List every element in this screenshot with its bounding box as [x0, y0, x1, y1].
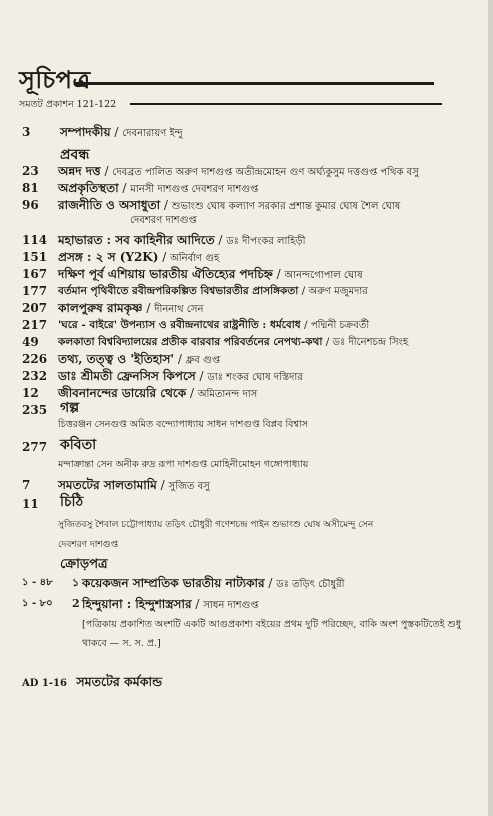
entry-title: সম্পাদকীয় — [60, 125, 111, 139]
entry-title: প্রসঙ্গ : ২ স (Y2K) — [58, 250, 159, 264]
separator: / — [156, 478, 169, 492]
separator: / — [322, 336, 333, 348]
entry-author: ডঃ দীপংকর লাহিড়ী — [226, 236, 306, 247]
separator: / — [158, 250, 171, 264]
entry-title-wrap — [82, 576, 344, 592]
page-number: 177 — [22, 284, 48, 298]
issue-subtitle: সমতট প্রকাশন 121-122 — [19, 99, 117, 110]
section-heading-kabita: কবিতা — [60, 437, 97, 453]
entry-title-wrap — [58, 233, 305, 249]
entry-title: কালপুরুষ রামকৃষ্ণ — [58, 301, 143, 315]
galpa-authors: চিত্তরঞ্জন সেনগুপ্ত অমিত বন্দ্যোপাধ্যায় সাধন দাশগুপ্ত বিপ্লব বিশ্বাস — [58, 419, 308, 430]
entry-title-wrap — [58, 335, 408, 350]
entry-author: দেবশরণ দাশগুপ্ত — [130, 215, 197, 226]
entry-author: শুভাংশু ঘোষ কল্যাণ সরকার প্রশান্ত কুমার ঘোষ শৈল ঘোষ — [171, 201, 401, 212]
entry-title: মহাভারত : সব কাহিনীর আদিতে — [58, 233, 215, 247]
entry-author: অরুণ মজুমদার — [308, 286, 368, 297]
page-number: 23 — [22, 164, 39, 178]
entry-author: সাধন দাশগুপ্ত — [203, 600, 259, 611]
entry-title-wrap — [82, 597, 259, 613]
entry-title: অন্নদ দত্ত — [58, 164, 101, 178]
page-number: 226 — [22, 352, 48, 366]
entry-author: দেবনারায়ণ ইন্দু — [122, 128, 183, 139]
entry-title-wrap — [60, 125, 183, 141]
section-heading-prabandha: প্রবন্ধ — [60, 147, 90, 163]
separator: / — [264, 576, 277, 590]
page-title: সূচিপত্র — [19, 65, 91, 94]
entry-title-wrap — [58, 181, 258, 197]
entry-author: ডঃ তড়িৎ চৌধুরী — [276, 579, 345, 590]
entry-author: দেবব্রত পালিত অরুণ দাশগুপ্ত অতীন্দ্রমোহন গুণ অর্ঘ্যকুসুম দত্তগুপ্ত পথিক বসু — [112, 167, 419, 178]
entry-title-wrap — [130, 212, 197, 228]
page-number: 81 — [22, 181, 39, 195]
entry-title: জীবনানন্দের ডায়েরি থেকে — [58, 386, 187, 400]
separator: / — [300, 319, 311, 331]
entry-author: অমিতানন্দ দাস — [197, 389, 258, 400]
kabita-authors: মন্দাক্রান্তা সেন অনীক রুদ্র রূপা দাশগুপ্ত মোহিনীমোহন গঙ্গোপাধ্যায় — [58, 459, 309, 470]
entry-author: ডঃ দীনেশচন্দ্র সিংহ — [332, 337, 409, 348]
ad-entry — [22, 674, 162, 694]
separator: / — [142, 301, 155, 315]
entry-title: ডাঃ শ্রীমতী ফ্রেনসিস কিপসে — [58, 369, 196, 383]
entry-title-wrap — [58, 478, 210, 494]
page-number: 232 — [22, 369, 48, 383]
entry-title: তথ্য, তত্ত্ব ও 'ইতিহাস' — [58, 352, 175, 366]
page-number: 235 — [22, 403, 48, 417]
separator: / — [118, 181, 131, 195]
title-rule — [74, 82, 434, 85]
page-number: 167 — [22, 267, 48, 281]
chithi-authors-cont: দেবশরণ দাশগুপ্ত — [58, 540, 119, 550]
entry-title: বর্তমান পৃথিবীতে রবীন্দ্রপরিকল্পিত বিশ্বভারতীর প্রাসঙ্গিকতা — [58, 285, 299, 297]
page-range: ১ - ৪৮ — [22, 577, 53, 588]
page-number: 277 — [22, 440, 48, 454]
entry-author: দীননাথ সেন — [154, 304, 204, 315]
separator: / — [214, 233, 227, 247]
entry-title-wrap — [58, 301, 203, 317]
subtitle-rule — [130, 103, 442, 105]
supplement-index: ১ — [72, 576, 80, 589]
entry-title-wrap — [58, 318, 369, 333]
page-number: 7 — [22, 478, 31, 492]
entry-title-wrap — [58, 352, 220, 368]
entry-title: হিন্দুয়ানা : হিন্দুশাস্ত্রসার — [82, 597, 192, 611]
section-heading-galpa: গল্প — [60, 400, 80, 416]
page-number: 114 — [22, 233, 48, 247]
page-number: 12 — [22, 386, 39, 400]
supplement-index: 2 — [72, 597, 80, 610]
entry-title: কয়েকজন সাম্প্রতিক ভারতীয় নাট্যকার — [82, 576, 265, 590]
separator: / — [160, 198, 172, 212]
page-number: 151 — [22, 250, 48, 264]
separator: / — [191, 597, 204, 611]
page-number: 96 — [22, 198, 39, 212]
section-heading-chithi: চিঠি — [60, 494, 84, 510]
separator: / — [186, 386, 198, 400]
page-number: 3 — [22, 125, 31, 139]
section-heading-krorpatra: ক্রোড়পত্র — [60, 557, 108, 572]
entry-title-wrap — [58, 198, 400, 214]
entry-author: ডাঃ শংকর ঘোষ দস্তিদার — [207, 372, 303, 383]
separator: / — [298, 285, 309, 297]
editor-note: [পত্রিকায় প্রকাশিত অংশটি একটি আগুপ্রকাশ্য বইয়ের প্রথম দুটি পরিচ্ছেদ, বাকি অংশ পুস্তকটিতেই শুধু থাকবে — স. স. প্র.] — [82, 619, 462, 649]
separator: / — [195, 369, 208, 383]
page-number: 207 — [22, 301, 48, 315]
entry-author: অনির্বাণ গুহ — [170, 253, 220, 264]
entry-author: ধ্রুব গুপ্ত — [185, 355, 221, 366]
entry-title-wrap — [58, 267, 363, 283]
entry-title: সমতটের সালতামামি — [58, 478, 157, 492]
ad-page-range: AD 1-16 — [22, 678, 67, 689]
entry-title: 'ঘরে - বাইরে' উপন্যাস ও রবীন্দ্রনাথের রাষ্ট্রনীতি : ধর্মবোধ — [58, 319, 301, 331]
entry-author: সুজিত বসু — [168, 481, 210, 492]
entry-title: রাজনীতি ও অসাধুতা — [58, 198, 161, 212]
page-range: ১ - ৮০ — [22, 598, 53, 609]
separator: / — [272, 267, 285, 281]
entry-title-wrap — [58, 369, 303, 385]
page-number: 49 — [22, 335, 39, 349]
entry-author: মানসী দাশগুপ্ত দেবশরণ দাশগুপ্ত — [130, 184, 259, 195]
entry-title-wrap — [58, 250, 219, 266]
entry-title: অপ্রকৃতিস্থতা — [58, 181, 119, 195]
entry-title-wrap — [58, 386, 257, 402]
entry-title-wrap — [58, 164, 419, 180]
separator: / — [110, 125, 123, 139]
page-number: 217 — [22, 318, 48, 332]
entry-title: কলকাতা বিশ্ববিদ্যালয়ের প্রতীক বারবার পরিবর্তনের নেপথ্য-কথা — [58, 336, 323, 348]
entry-title-wrap — [58, 284, 368, 299]
entry-title: দক্ষিণ পূর্ব এশিয়ায় ভারতীয় ঐতিহ্যের পদচিহ্ন — [58, 267, 273, 281]
entry-author: পদ্মিনী চক্রবর্তী — [310, 320, 370, 331]
separator: / — [174, 352, 186, 366]
chithi-authors: সুজিতবসু শৈবাল চট্টোপাধ্যায় তড়িৎ চৌধুরী গণেশচন্দ্র পাইন শুভাংশু ঘোষ অসীমেন্দু সেন — [58, 520, 374, 530]
page-edge — [488, 0, 493, 816]
page-number: 11 — [22, 497, 39, 511]
entry-author: আনন্দগোপাল ঘোষ — [284, 270, 363, 281]
separator: / — [100, 164, 113, 178]
ad-title: সমতটের কর্মকান্ড — [76, 674, 163, 689]
